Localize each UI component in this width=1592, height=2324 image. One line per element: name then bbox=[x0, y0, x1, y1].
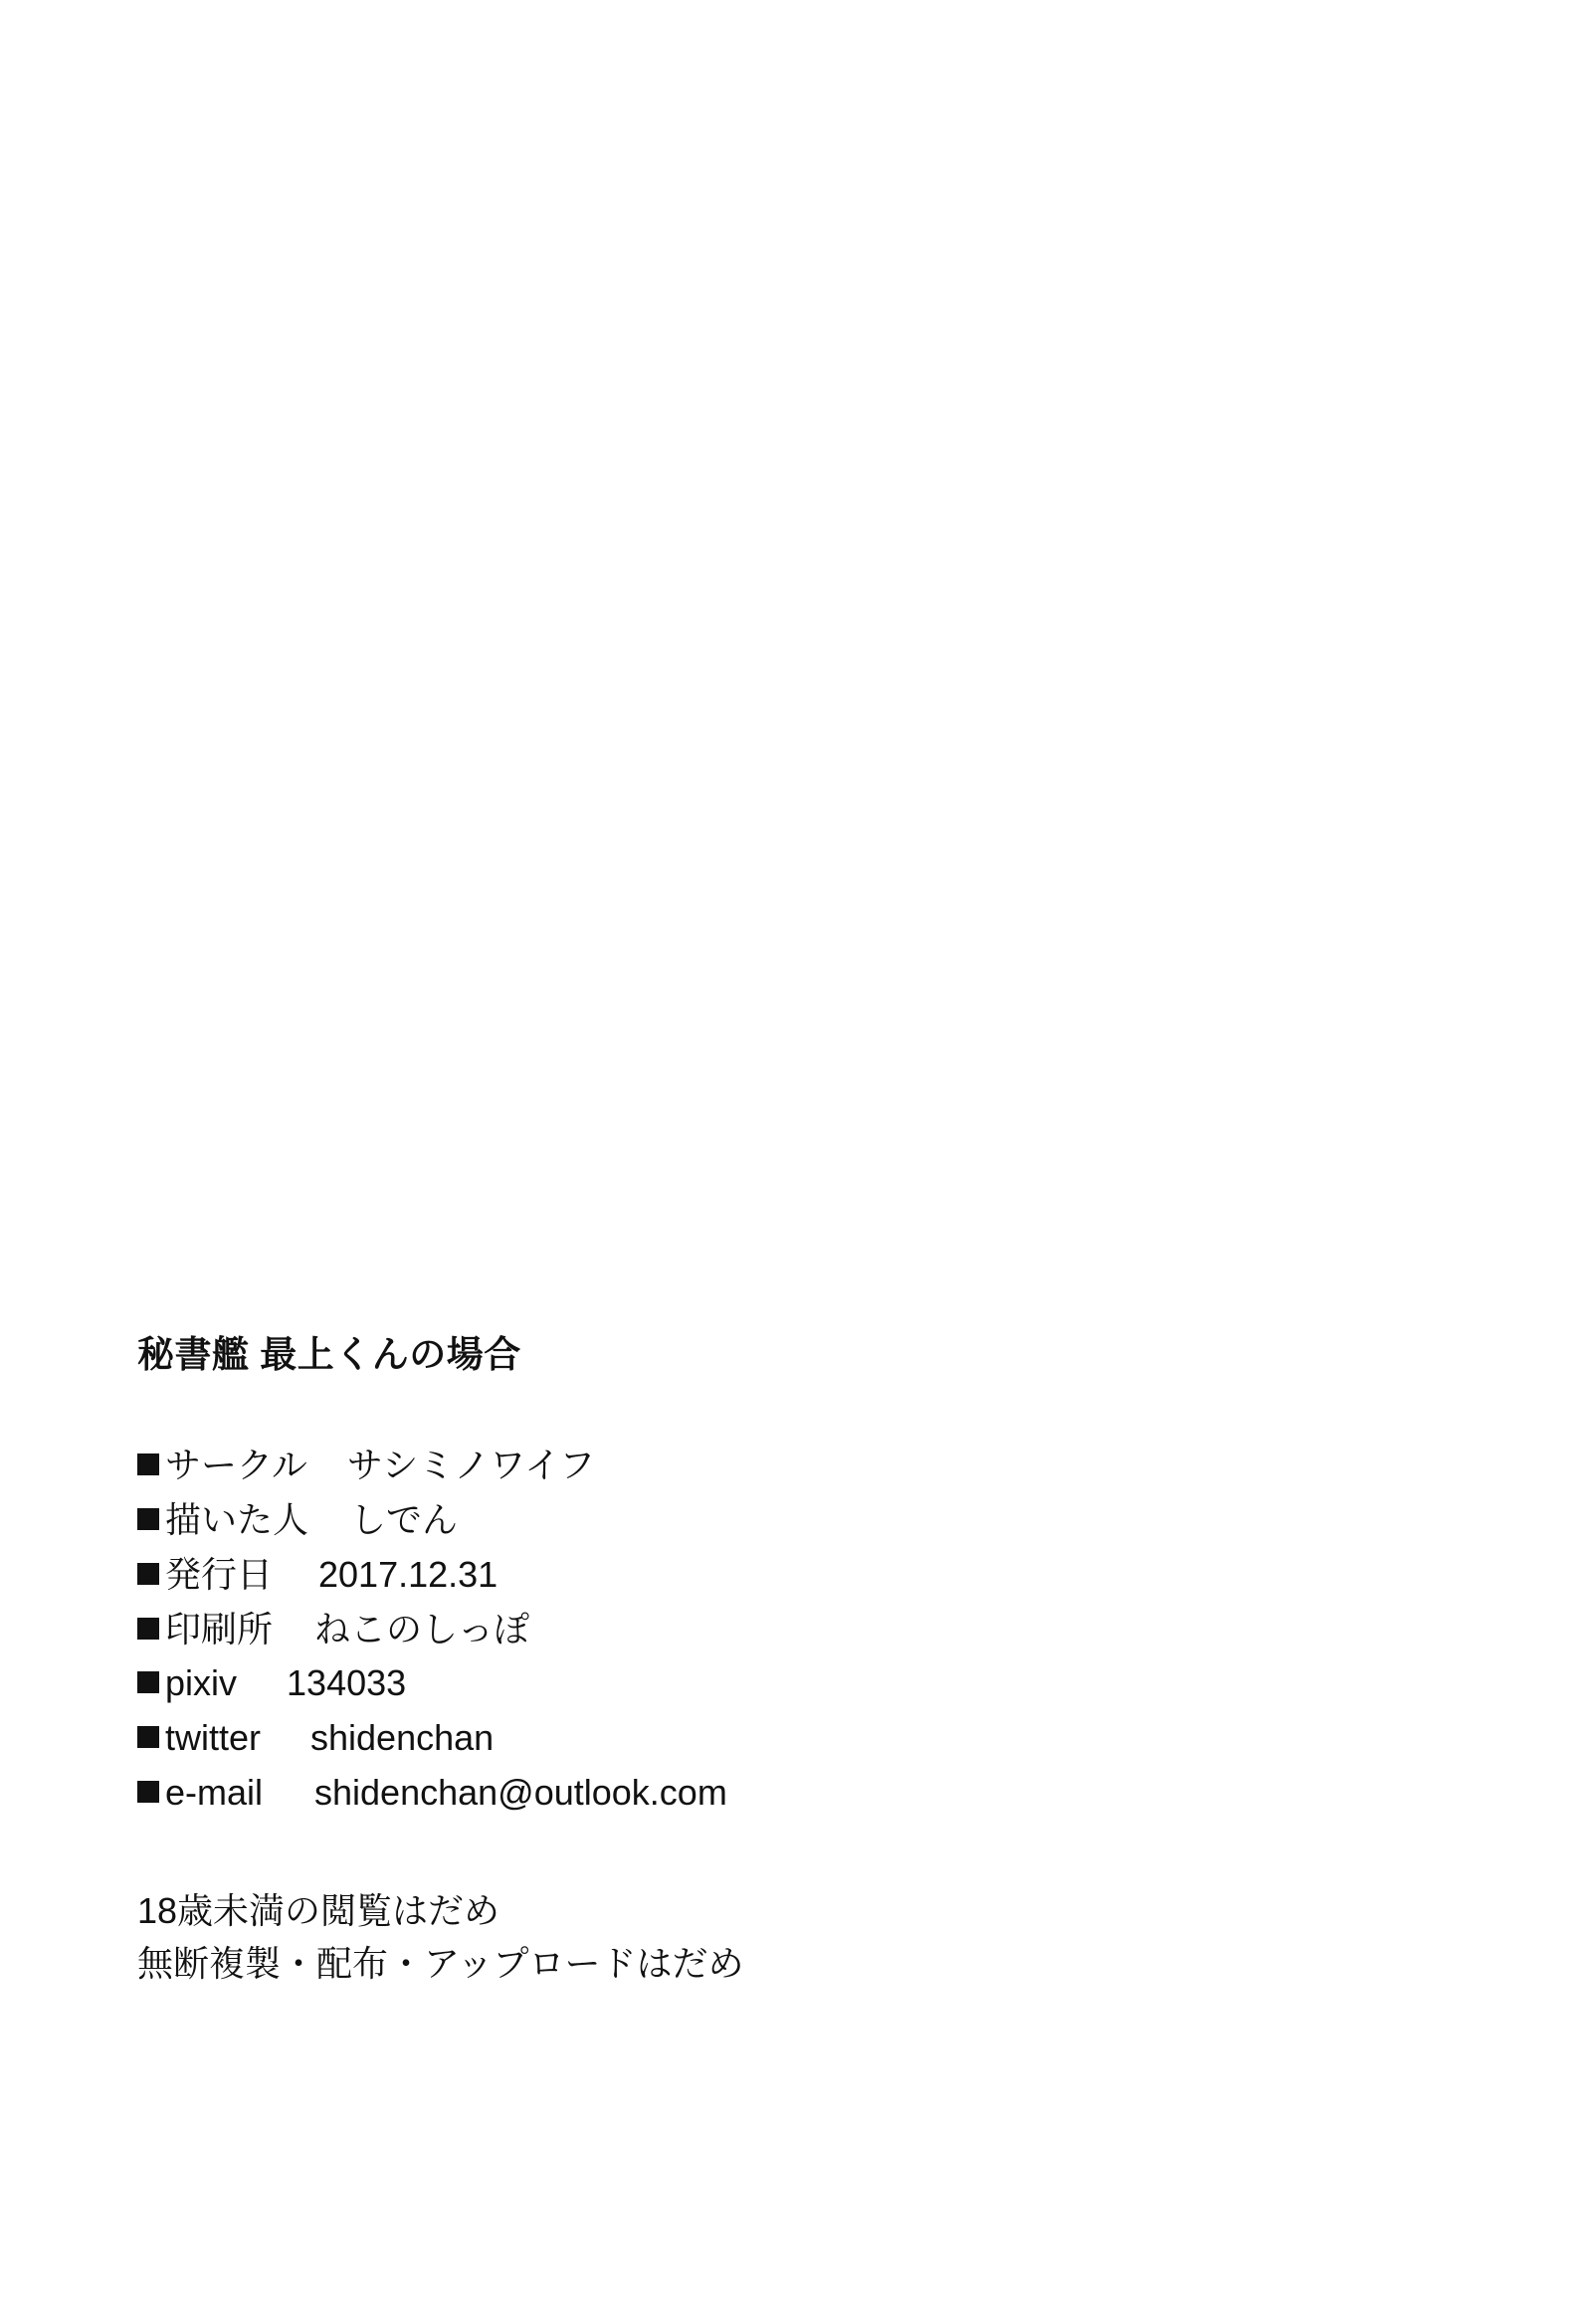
credit-label: twitter bbox=[165, 1716, 262, 1758]
page-title: 秘書艦 最上くんの場合 bbox=[137, 1334, 521, 1375]
credit-value: shidenchan bbox=[310, 1716, 495, 1758]
credit-value: サシミノワイフ bbox=[346, 1445, 596, 1486]
credit-label: 描いた人 bbox=[165, 1499, 309, 1541]
credit-row-publication-date bbox=[137, 1548, 1431, 1603]
credit-row-printer bbox=[137, 1603, 1431, 1657]
credit-label: e-mail bbox=[165, 1771, 264, 1813]
credit-label: pixiv bbox=[165, 1662, 238, 1704]
notice-age-restriction: 18歳未満の閲覧はだめ bbox=[137, 1890, 500, 1932]
credit-value: shidenchan@outlook.com bbox=[314, 1771, 727, 1813]
credit-label: 発行日 bbox=[165, 1553, 274, 1595]
square-bullet-icon bbox=[137, 1563, 159, 1585]
square-bullet-icon bbox=[137, 1618, 159, 1640]
notice-reproduction-ban: 無断複製・配布・アップロードはだめ bbox=[137, 1942, 744, 1984]
square-bullet-icon bbox=[137, 1726, 159, 1748]
square-bullet-icon bbox=[137, 1671, 159, 1693]
credit-value: しでん bbox=[350, 1499, 459, 1541]
credit-row-email bbox=[137, 1766, 1431, 1821]
credit-value: ねこのしっぽ bbox=[314, 1608, 530, 1649]
credit-label: 印刷所 bbox=[165, 1608, 274, 1649]
credit-row-artist bbox=[137, 1493, 1431, 1548]
credits-list bbox=[137, 1439, 1431, 1820]
square-bullet-icon bbox=[137, 1781, 159, 1803]
credit-value: 2017.12.31 bbox=[318, 1553, 498, 1595]
colophon-block bbox=[137, 1333, 1431, 1990]
credit-row-twitter bbox=[137, 1711, 1431, 1766]
credit-label: サークル bbox=[165, 1445, 307, 1486]
notice-list bbox=[137, 1885, 1431, 1989]
credit-row-circle bbox=[137, 1439, 1431, 1493]
square-bullet-icon bbox=[137, 1453, 159, 1475]
credit-value: 134033 bbox=[287, 1662, 407, 1704]
square-bullet-icon bbox=[137, 1508, 159, 1530]
credit-row-pixiv bbox=[137, 1656, 1431, 1711]
